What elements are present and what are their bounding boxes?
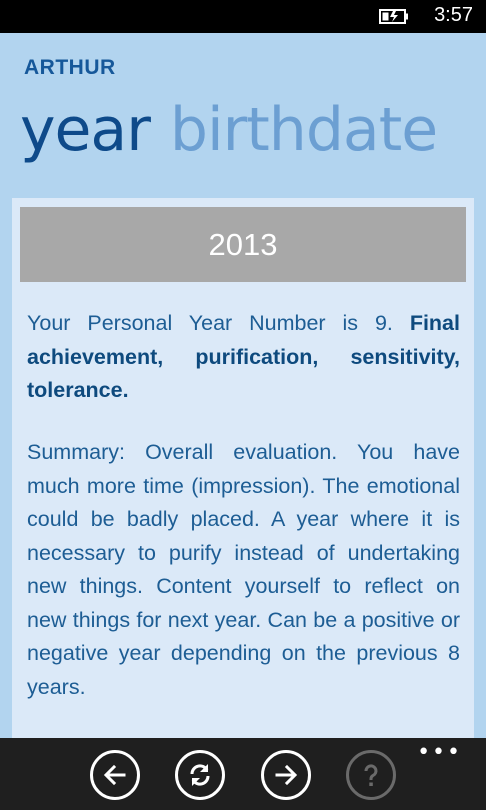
pivot-tab-year[interactable]: year <box>20 95 150 165</box>
status-bar <box>0 0 486 33</box>
back-button[interactable] <box>90 750 140 800</box>
forward-button[interactable] <box>261 750 311 800</box>
personal-year-keywords: Final achievement, purification, sensitivity, tolerance. <box>27 311 460 402</box>
app-title: ARTHUR <box>24 56 116 79</box>
battery-charging-icon <box>379 8 410 25</box>
app-bar <box>0 738 486 810</box>
refresh-icon <box>186 761 214 789</box>
year-banner: 2013 <box>20 207 466 282</box>
more-options-icon[interactable]: ••• <box>417 740 462 765</box>
help-button[interactable] <box>346 750 396 800</box>
summary-paragraph: Summary: Overall evaluation. You have much more time (impression). The emotional could be badly placed. A year where it is necessary to purify instead of undertaking new things. Content yourself to reflect on new things for next year. Can be a positive or negative year depending on the previous 8 years. <box>27 440 460 699</box>
arrow-left-icon <box>101 761 129 789</box>
pivot-header <box>20 90 437 170</box>
personal-year-paragraph <box>27 307 460 408</box>
personal-year-intro: Your Personal Year Number is 9. <box>27 311 393 335</box>
content-card <box>12 198 474 738</box>
clock: 3:57 <box>434 4 473 26</box>
arrow-right-icon <box>272 761 300 789</box>
refresh-button[interactable] <box>175 750 225 800</box>
help-icon <box>357 761 385 789</box>
pivot-tab-birthdate[interactable]: birthdate <box>169 95 438 165</box>
